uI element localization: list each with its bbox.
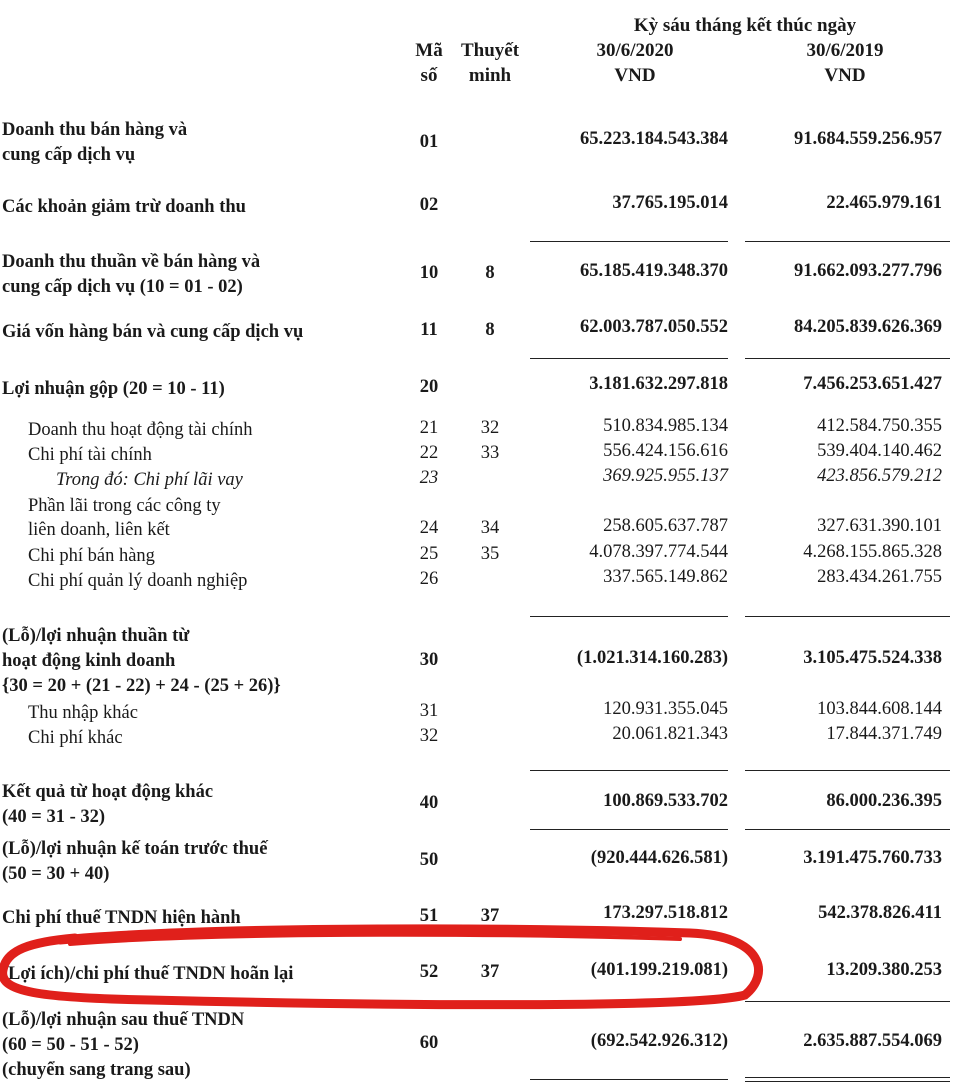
row-21-code: 21 [419,418,439,438]
row-52-value-2020: (401.199.219.081) [590,960,728,980]
row-22-value-2019: 539.404.140.462 [817,441,942,461]
code-header-top: Mã [415,40,443,61]
other-rule-2019 [745,770,950,771]
row-32-value-2019: 17.844.371.749 [826,724,942,744]
posttax-rule-2020 [530,1001,728,1002]
row-50-value-2019: 3.191.475.760.733 [803,848,942,868]
highlight-stroke-overlap [70,935,680,944]
row-01-label-line2: cung cấp dịch vụ [2,145,136,165]
posttax-rule-2019 [745,1001,950,1002]
row-22-value-2020: 556.424.156.616 [603,441,728,461]
row-51-note: 37 [480,906,500,926]
row-22-note: 33 [480,443,500,463]
row-52-value-2019: 13.209.380.253 [826,960,942,980]
subtotal-rule-2019 [745,241,950,242]
row-50-code: 50 [419,850,439,870]
row-10-value-2020: 65.185.419.348.370 [580,261,728,281]
row-32-label: Chi phí khác [28,728,123,748]
final-rule-2019-a [745,1077,950,1078]
row-25-value-2020: 4.078.397.774.544 [589,542,728,562]
row-22-label: Chi phí tài chính [28,445,152,465]
row-23-label: Trong đó: Chi phí lãi vay [56,470,243,490]
row-21-note: 32 [480,418,500,438]
row-02-value-2019: 22.465.979.161 [826,193,942,213]
row-23-code: 23 [419,468,439,488]
row-25-value-2019: 4.268.155.865.328 [803,542,942,562]
row-24-label-line1: Phần lãi trong các công ty [28,496,221,516]
other-rule-2020 [530,770,728,771]
row-11-code: 11 [420,320,438,340]
row-10-note: 8 [485,263,495,283]
row-21-value-2020: 510.834.985.134 [603,416,728,436]
row-10-label-line1: Doanh thu thuần về bán hàng và [2,252,261,272]
row-01-value-2019: 91.684.559.256.957 [794,129,942,149]
row-23-value-2019: 423.856.579.212 [817,466,942,486]
row-24-label-line2: liên doanh, liên kết [28,520,170,540]
final-rule-2019-b [745,1081,950,1082]
gross-rule-2019 [745,358,950,359]
row-60-code: 60 [419,1033,439,1053]
row-60-label-line1: (Lỗ)/lợi nhuận sau thuế TNDN [2,1010,245,1030]
row-21-label: Doanh thu hoạt động tài chính [28,420,253,440]
row-26-value-2019: 283.434.261.755 [817,567,942,587]
row-10-label-line2: cung cấp dịch vụ (10 = 01 - 02) [2,277,243,297]
row-40-code: 40 [419,793,439,813]
row-30-code: 30 [419,650,439,670]
row-51-code: 51 [419,906,439,926]
row-60-label-line2: (60 = 50 - 51 - 52) [2,1035,139,1055]
row-11-value-2019: 84.205.839.626.369 [794,317,942,337]
row-60-value-2019: 2.635.887.554.069 [803,1031,942,1051]
row-30-value-2019: 3.105.475.524.338 [803,648,942,668]
row-52-label: Lợi ích)/chi phí thuế TNDN hoãn lại [8,964,294,984]
row-25-label: Chi phí bán hàng [28,546,155,566]
row-11-note: 8 [485,320,495,340]
row-01-code: 01 [419,132,439,152]
row-30-value-2020: (1.021.314.160.283) [576,648,728,668]
row-02-value-2020: 37.765.195.014 [612,193,728,213]
row-10-value-2019: 91.662.093.277.796 [794,261,942,281]
row-30-label-line3: {30 = 20 + (21 - 22) + 24 - (25 + 26)} [2,676,281,696]
row-02-label: Các khoản giảm trừ doanh thu [2,197,246,217]
row-40-value-2019: 86.000.236.395 [826,791,942,811]
row-40-label-line1: Kết quả từ hoạt động khác [2,782,214,802]
row-23-value-2020: 369.925.955.137 [603,466,728,486]
row-51-value-2019: 542.378.826.411 [818,903,942,923]
period-heading: Kỳ sáu tháng kết thúc ngày [633,15,857,36]
row-22-code: 22 [419,443,439,463]
row-02-code: 02 [419,195,439,215]
currency-2020-header: VND [614,65,656,86]
row-24-note: 34 [480,518,500,538]
row-30-label-line1: (Lỗ)/lợi nhuận thuần từ [2,626,190,646]
row-20-label: Lợi nhuận gộp (20 = 10 - 11) [2,379,225,399]
subtotal-rule-2020 [530,241,728,242]
row-31-value-2019: 103.844.608.144 [817,699,942,719]
date-2020-header: 30/6/2020 [596,40,674,61]
currency-2019-header: VND [824,65,866,86]
row-10-code: 10 [419,263,439,283]
row-11-label: Giá vốn hàng bán và cung cấp dịch vụ [2,322,304,342]
row-26-label: Chi phí quản lý doanh nghiệp [28,571,248,591]
pretax-rule-2020 [530,829,728,830]
row-52-code: 52 [419,962,439,982]
note-header-top: Thuyết [460,40,520,61]
operating-rule-2019 [745,616,950,617]
gross-rule-2020 [530,358,728,359]
row-31-label: Thu nhập khác [28,703,138,723]
row-24-code: 24 [419,518,439,538]
row-40-label-line2: (40 = 31 - 32) [2,807,106,827]
row-11-value-2020: 62.003.787.050.552 [580,317,728,337]
pretax-rule-2019 [745,829,950,830]
row-32-code: 32 [419,726,439,746]
row-31-value-2020: 120.931.355.045 [603,699,728,719]
row-32-value-2020: 20.061.821.343 [612,724,728,744]
row-50-value-2020: (920.444.626.581) [590,848,728,868]
row-60-value-2020: (692.542.926.312) [590,1031,728,1051]
operating-rule-2020 [530,616,728,617]
note-header-bottom: minh [468,65,512,86]
row-24-value-2019: 327.631.390.101 [817,516,942,536]
row-51-value-2020: 173.297.518.812 [603,903,728,923]
row-20-value-2020: 3.181.632.297.818 [589,374,728,394]
row-50-label-line1: (Lỗ)/lợi nhuận kế toán trước thuế [2,839,268,859]
row-50-label-line2: (50 = 30 + 40) [2,864,110,884]
row-25-code: 25 [419,544,439,564]
row-26-code: 26 [419,569,439,589]
row-31-code: 31 [419,701,439,721]
row-01-label-line1: Doanh thu bán hàng và [2,120,188,140]
row-24-value-2020: 258.605.637.787 [603,516,728,536]
final-rule-2020 [530,1079,728,1080]
row-30-label-line2: hoạt động kinh doanh [2,651,176,671]
row-25-note: 35 [480,544,500,564]
row-01-value-2020: 65.223.184.543.384 [580,129,728,149]
row-20-value-2019: 7.456.253.651.427 [803,374,942,394]
row-40-value-2020: 100.869.533.702 [603,791,728,811]
row-26-value-2020: 337.565.149.862 [603,567,728,587]
row-20-code: 20 [419,377,439,397]
row-52-note: 37 [480,962,500,982]
row-60-label-line3: (chuyển sang trang sau) [2,1060,191,1080]
code-header-bottom: số [420,65,438,86]
row-51-label: Chi phí thuế TNDN hiện hành [2,908,241,928]
date-2019-header: 30/6/2019 [806,40,884,61]
row-21-value-2019: 412.584.750.355 [817,416,942,436]
